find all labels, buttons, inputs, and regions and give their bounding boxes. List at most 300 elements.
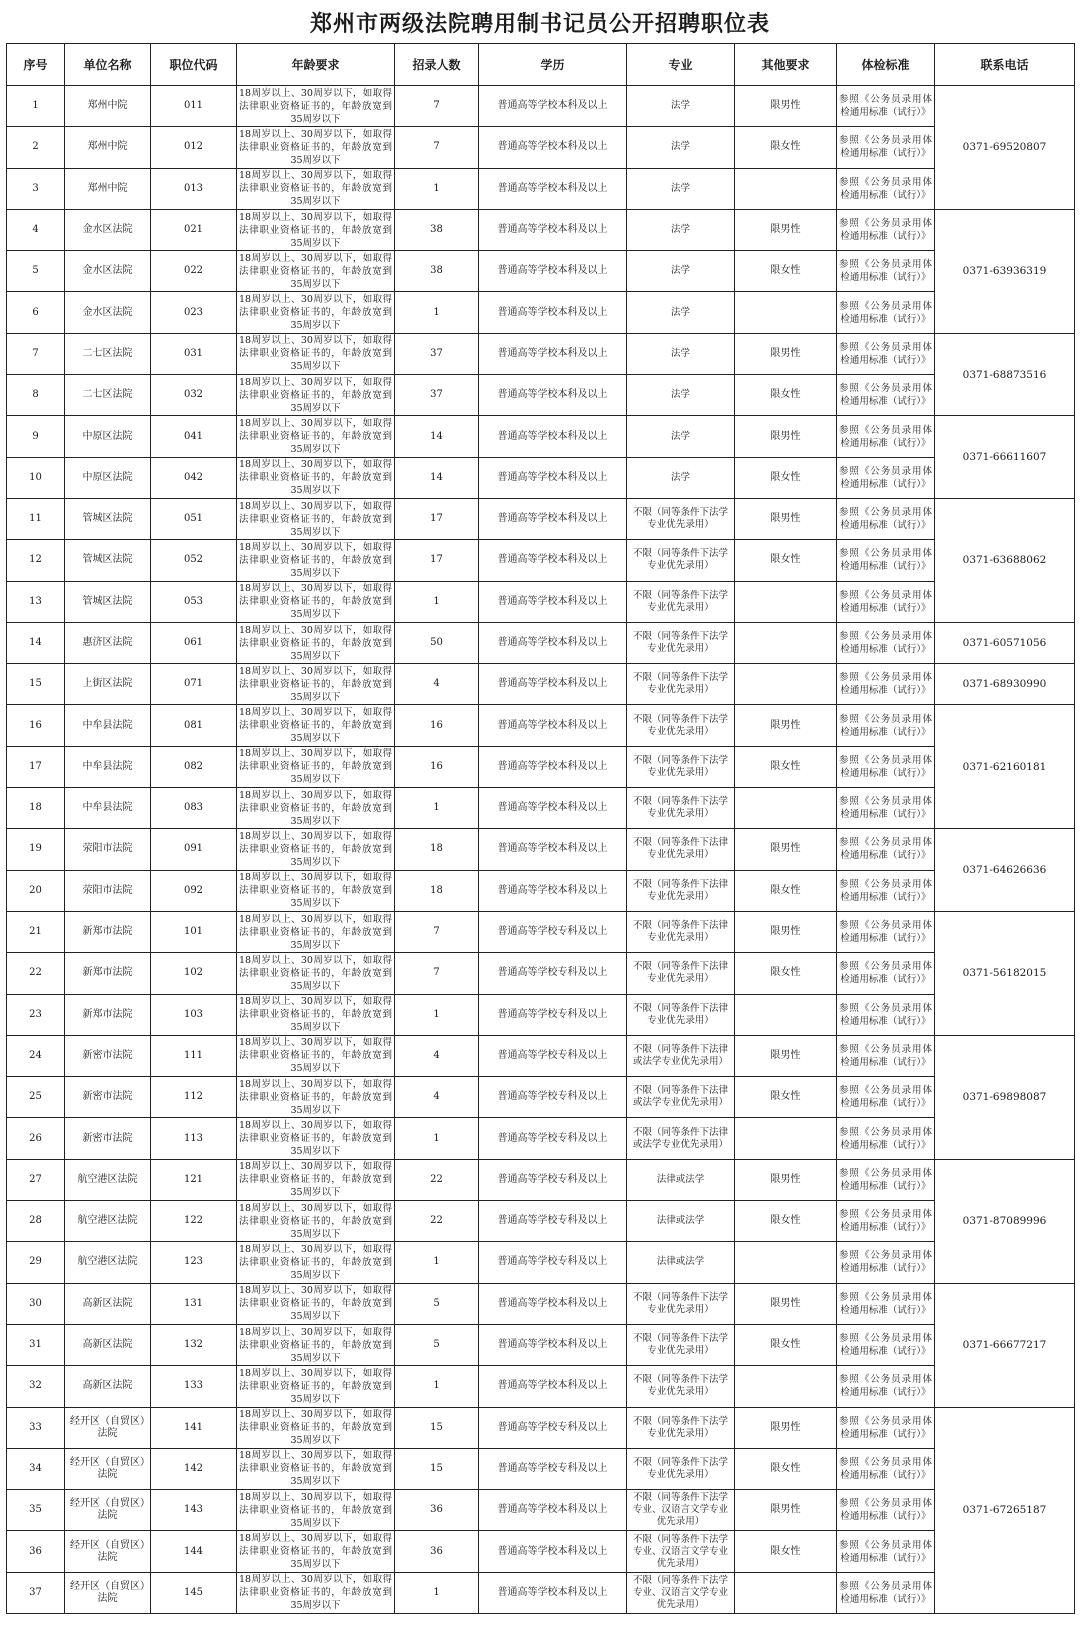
seq-cell: 15 [7,664,65,705]
education-cell: 普通高等学校本科及以上 [479,457,627,498]
education-cell: 普通高等学校本科及以上 [479,622,627,663]
unit-cell: 航空港区法院 [65,1242,151,1283]
count-cell: 37 [395,333,479,374]
education-cell: 普通高等学校本科及以上 [479,375,627,416]
other-requirement-cell [735,168,837,209]
unit-cell: 新密市法院 [65,1077,151,1118]
unit-cell: 高新区法院 [65,1366,151,1407]
code-cell: 111 [151,1035,237,1076]
code-cell: 112 [151,1077,237,1118]
major-cell: 不限（同等条件下法学专业优先录用） [627,1283,735,1324]
table-row [7,1490,1075,1531]
code-cell: 121 [151,1159,237,1200]
count-cell: 14 [395,416,479,457]
phone-cell: 0371-56182015 [935,911,1075,1035]
major-cell: 法学 [627,333,735,374]
count-cell: 16 [395,746,479,787]
education-cell: 普通高等学校本科及以上 [479,829,627,870]
exam-standard-cell: 参照《公务员录用体检通用标准（试行）》 [837,1366,935,1407]
exam-standard-cell: 参照《公务员录用体检通用标准（试行）》 [837,746,935,787]
other-requirement-cell: 限男性 [735,705,837,746]
code-cell: 053 [151,581,237,622]
unit-cell: 经开区（自贸区）法院 [65,1407,151,1448]
table-row [7,870,1075,911]
table-row [7,1283,1075,1324]
table-row [7,1159,1075,1200]
major-cell: 不限（同等条件下法律专业优先录用） [627,994,735,1035]
code-cell: 081 [151,705,237,746]
count-cell: 7 [395,127,479,168]
seq-cell: 1 [7,86,65,127]
seq-cell: 20 [7,870,65,911]
seq-cell: 14 [7,622,65,663]
age-requirement-cell: 18周岁以上、30周岁以下，如取得法律职业资格证书的，年龄放宽到35周岁以下 [237,870,395,911]
other-requirement-cell: 限男性 [735,1159,837,1200]
age-requirement-cell: 18周岁以上、30周岁以下，如取得法律职业资格证书的，年龄放宽到35周岁以下 [237,1490,395,1531]
count-cell: 1 [395,1118,479,1159]
age-requirement-cell: 18周岁以上、30周岁以下，如取得法律职业资格证书的，年龄放宽到35周岁以下 [237,416,395,457]
seq-cell: 6 [7,292,65,333]
education-cell: 普通高等学校本科及以上 [479,1283,627,1324]
unit-cell: 经开区（自贸区）法院 [65,1531,151,1572]
code-cell: 142 [151,1448,237,1489]
exam-standard-cell: 参照《公务员录用体检通用标准（试行）》 [837,1035,935,1076]
age-requirement-cell: 18周岁以上、30周岁以下，如取得法律职业资格证书的，年龄放宽到35周岁以下 [237,994,395,1035]
seq-cell: 3 [7,168,65,209]
age-requirement-cell: 18周岁以上、30周岁以下，如取得法律职业资格证书的，年龄放宽到35周岁以下 [237,1283,395,1324]
phone-cell: 0371-67265187 [935,1407,1075,1613]
education-cell: 普通高等学校本科及以上 [479,746,627,787]
unit-cell: 新郑市法院 [65,911,151,952]
table-row [7,994,1075,1035]
major-cell: 不限（同等条件下法律或法学专业优先录用） [627,1035,735,1076]
unit-cell: 高新区法院 [65,1324,151,1365]
seq-cell: 9 [7,416,65,457]
exam-standard-cell: 参照《公务员录用体检通用标准（试行）》 [837,994,935,1035]
age-requirement-cell: 18周岁以上、30周岁以下，如取得法律职业资格证书的，年龄放宽到35周岁以下 [237,1242,395,1283]
phone-cell: 0371-69520807 [935,86,1075,210]
other-requirement-cell: 限男性 [735,209,837,250]
seq-cell: 23 [7,994,65,1035]
header-seq: 序号 [7,44,65,86]
header-exam: 体检标准 [837,44,935,86]
phone-cell: 0371-87089996 [935,1159,1075,1283]
major-cell: 法学 [627,416,735,457]
other-requirement-cell: 限女性 [735,375,837,416]
unit-cell: 新密市法院 [65,1035,151,1076]
exam-standard-cell: 参照《公务员录用体检通用标准（试行）》 [837,498,935,539]
table-row [7,540,1075,581]
table-row [7,1201,1075,1242]
unit-cell: 中牟县法院 [65,746,151,787]
education-cell: 普通高等学校专科及以上 [479,1448,627,1489]
table-row [7,209,1075,250]
unit-cell: 二七区法院 [65,333,151,374]
major-cell: 不限（同等条件下法学专业优先录用） [627,498,735,539]
phone-cell: 0371-60571056 [935,622,1075,663]
count-cell: 18 [395,870,479,911]
unit-cell: 新郑市法院 [65,953,151,994]
education-cell: 普通高等学校专科及以上 [479,1407,627,1448]
major-cell: 不限（同等条件下法律或法学专业优先录用） [627,1118,735,1159]
education-cell: 普通高等学校专科及以上 [479,1077,627,1118]
unit-cell: 航空港区法院 [65,1159,151,1200]
other-requirement-cell [735,994,837,1035]
count-cell: 5 [395,1283,479,1324]
exam-standard-cell: 参照《公务员录用体检通用标准（试行）》 [837,788,935,829]
age-requirement-cell: 18周岁以上、30周岁以下，如取得法律职业资格证书的，年龄放宽到35周岁以下 [237,1118,395,1159]
table-row [7,581,1075,622]
phone-cell: 0371-62160181 [935,705,1075,829]
phone-cell: 0371-64626636 [935,829,1075,912]
seq-cell: 8 [7,375,65,416]
major-cell: 不限（同等条件下法学专业优先录用） [627,1324,735,1365]
exam-standard-cell: 参照《公务员录用体检通用标准（试行）》 [837,1283,935,1324]
code-cell: 052 [151,540,237,581]
education-cell: 普通高等学校本科及以上 [479,251,627,292]
other-requirement-cell: 限男性 [735,1407,837,1448]
code-cell: 144 [151,1531,237,1572]
count-cell: 37 [395,375,479,416]
other-requirement-cell: 限女性 [735,540,837,581]
code-cell: 091 [151,829,237,870]
header-phone: 联系电话 [935,44,1075,86]
age-requirement-cell: 18周岁以上、30周岁以下，如取得法律职业资格证书的，年龄放宽到35周岁以下 [237,705,395,746]
unit-cell: 金水区法院 [65,292,151,333]
count-cell: 38 [395,251,479,292]
table-row [7,746,1075,787]
education-cell: 普通高等学校本科及以上 [479,788,627,829]
age-requirement-cell: 18周岁以上、30周岁以下，如取得法律职业资格证书的，年龄放宽到35周岁以下 [237,829,395,870]
exam-standard-cell: 参照《公务员录用体检通用标准（试行）》 [837,292,935,333]
seq-cell: 10 [7,457,65,498]
major-cell: 不限（同等条件下法律专业优先录用） [627,870,735,911]
unit-cell: 高新区法院 [65,1283,151,1324]
major-cell: 法律或法学 [627,1159,735,1200]
table-row [7,1448,1075,1489]
major-cell: 法学 [627,86,735,127]
exam-standard-cell: 参照《公务员录用体检通用标准（试行）》 [837,911,935,952]
exam-standard-cell: 参照《公务员录用体检通用标准（试行）》 [837,416,935,457]
unit-cell: 经开区（自贸区）法院 [65,1572,151,1613]
unit-cell: 二七区法院 [65,375,151,416]
table-body [7,86,1075,1614]
exam-standard-cell: 参照《公务员录用体检通用标准（试行）》 [837,829,935,870]
seq-cell: 33 [7,1407,65,1448]
count-cell: 1 [395,1572,479,1613]
exam-standard-cell: 参照《公务员录用体检通用标准（试行）》 [837,1407,935,1448]
major-cell: 不限（同等条件下法律专业优先录用） [627,829,735,870]
major-cell: 不限（同等条件下法学专业优先录用） [627,1448,735,1489]
exam-standard-cell: 参照《公务员录用体检通用标准（试行）》 [837,251,935,292]
exam-standard-cell: 参照《公务员录用体检通用标准（试行）》 [837,1242,935,1283]
table-row [7,292,1075,333]
code-cell: 143 [151,1490,237,1531]
age-requirement-cell: 18周岁以上、30周岁以下，如取得法律职业资格证书的，年龄放宽到35周岁以下 [237,1201,395,1242]
age-requirement-cell: 18周岁以上、30周岁以下，如取得法律职业资格证书的，年龄放宽到35周岁以下 [237,1366,395,1407]
table-row [7,168,1075,209]
table-row [7,705,1075,746]
table-row [7,622,1075,663]
unit-cell: 新郑市法院 [65,994,151,1035]
count-cell: 22 [395,1159,479,1200]
header-unit: 单位名称 [65,44,151,86]
count-cell: 5 [395,1324,479,1365]
age-requirement-cell: 18周岁以上、30周岁以下，如取得法律职业资格证书的，年龄放宽到35周岁以下 [237,251,395,292]
table-row [7,416,1075,457]
count-cell: 7 [395,86,479,127]
count-cell: 50 [395,622,479,663]
age-requirement-cell: 18周岁以上、30周岁以下，如取得法律职业资格证书的，年龄放宽到35周岁以下 [237,1077,395,1118]
other-requirement-cell: 限女性 [735,1448,837,1489]
major-cell: 不限（同等条件下法学专业优先录用） [627,1366,735,1407]
age-requirement-cell: 18周岁以上、30周岁以下，如取得法律职业资格证书的，年龄放宽到35周岁以下 [237,911,395,952]
other-requirement-cell: 限男性 [735,333,837,374]
exam-standard-cell: 参照《公务员录用体检通用标准（试行）》 [837,1572,935,1613]
seq-cell: 24 [7,1035,65,1076]
exam-standard-cell: 参照《公务员录用体检通用标准（试行）》 [837,209,935,250]
major-cell: 法学 [627,209,735,250]
unit-cell: 管城区法院 [65,498,151,539]
seq-cell: 32 [7,1366,65,1407]
unit-cell: 中牟县法院 [65,788,151,829]
seq-cell: 4 [7,209,65,250]
table-row [7,1407,1075,1448]
education-cell: 普通高等学校专科及以上 [479,994,627,1035]
exam-standard-cell: 参照《公务员录用体检通用标准（试行）》 [837,127,935,168]
code-cell: 041 [151,416,237,457]
unit-cell: 郑州中院 [65,86,151,127]
code-cell: 083 [151,788,237,829]
seq-cell: 34 [7,1448,65,1489]
exam-standard-cell: 参照《公务员录用体检通用标准（试行）》 [837,953,935,994]
seq-cell: 35 [7,1490,65,1531]
code-cell: 103 [151,994,237,1035]
count-cell: 1 [395,788,479,829]
unit-cell: 荥阳市法院 [65,870,151,911]
table-row [7,1572,1075,1613]
unit-cell: 中原区法院 [65,416,151,457]
seq-cell: 13 [7,581,65,622]
major-cell: 不限（同等条件下法学专业优先录用） [627,788,735,829]
major-cell: 不限（同等条件下法学专业、汉语言文学专业优先录用） [627,1531,735,1572]
seq-cell: 36 [7,1531,65,1572]
exam-standard-cell: 参照《公务员录用体检通用标准（试行）》 [837,1118,935,1159]
other-requirement-cell [735,1366,837,1407]
major-cell: 不限（同等条件下法律或法学专业优先录用） [627,1077,735,1118]
other-requirement-cell: 限男性 [735,911,837,952]
other-requirement-cell: 限女性 [735,746,837,787]
age-requirement-cell: 18周岁以上、30周岁以下，如取得法律职业资格证书的，年龄放宽到35周岁以下 [237,581,395,622]
age-requirement-cell: 18周岁以上、30周岁以下，如取得法律职业资格证书的，年龄放宽到35周岁以下 [237,457,395,498]
table-row [7,829,1075,870]
code-cell: 122 [151,1201,237,1242]
phone-cell: 0371-68930990 [935,664,1075,705]
other-requirement-cell: 限女性 [735,457,837,498]
count-cell: 36 [395,1531,479,1572]
exam-standard-cell: 参照《公务员录用体检通用标准（试行）》 [837,870,935,911]
other-requirement-cell: 限女性 [735,1077,837,1118]
header-row [7,44,1075,86]
other-requirement-cell: 限女性 [735,1201,837,1242]
other-requirement-cell [735,664,837,705]
other-requirement-cell: 限男性 [735,86,837,127]
other-requirement-cell [735,622,837,663]
table-row [7,1366,1075,1407]
phone-cell: 0371-68873516 [935,333,1075,416]
major-cell: 不限（同等条件下法学专业优先录用） [627,581,735,622]
seq-cell: 21 [7,911,65,952]
exam-standard-cell: 参照《公务员录用体检通用标准（试行）》 [837,622,935,663]
seq-cell: 12 [7,540,65,581]
education-cell: 普通高等学校专科及以上 [479,1118,627,1159]
unit-cell: 郑州中院 [65,127,151,168]
other-requirement-cell: 限女性 [735,127,837,168]
other-requirement-cell: 限女性 [735,251,837,292]
code-cell: 051 [151,498,237,539]
count-cell: 7 [395,953,479,994]
other-requirement-cell: 限女性 [735,1324,837,1365]
count-cell: 4 [395,1035,479,1076]
major-cell: 不限（同等条件下法律专业优先录用） [627,953,735,994]
table-row [7,127,1075,168]
other-requirement-cell: 限女性 [735,1531,837,1572]
unit-cell: 航空港区法院 [65,1201,151,1242]
age-requirement-cell: 18周岁以上、30周岁以下，如取得法律职业资格证书的，年龄放宽到35周岁以下 [237,1572,395,1613]
code-cell: 042 [151,457,237,498]
other-requirement-cell [735,1572,837,1613]
major-cell: 不限（同等条件下法学专业、汉语言文学专业优先录用） [627,1490,735,1531]
exam-standard-cell: 参照《公务员录用体检通用标准（试行）》 [837,168,935,209]
education-cell: 普通高等学校本科及以上 [479,416,627,457]
other-requirement-cell [735,1118,837,1159]
unit-cell: 中原区法院 [65,457,151,498]
unit-cell: 荥阳市法院 [65,829,151,870]
code-cell: 013 [151,168,237,209]
exam-standard-cell: 参照《公务员录用体检通用标准（试行）》 [837,86,935,127]
seq-cell: 7 [7,333,65,374]
age-requirement-cell: 18周岁以上、30周岁以下，如取得法律职业资格证书的，年龄放宽到35周岁以下 [237,1035,395,1076]
major-cell: 不限（同等条件下法学专业优先录用） [627,664,735,705]
seq-cell: 18 [7,788,65,829]
exam-standard-cell: 参照《公务员录用体检通用标准（试行）》 [837,1490,935,1531]
table-row [7,1324,1075,1365]
phone-cell: 0371-66677217 [935,1283,1075,1407]
seq-cell: 28 [7,1201,65,1242]
table-row [7,498,1075,539]
age-requirement-cell: 18周岁以上、30周岁以下，如取得法律职业资格证书的，年龄放宽到35周岁以下 [237,622,395,663]
exam-standard-cell: 参照《公务员录用体检通用标准（试行）》 [837,1531,935,1572]
education-cell: 普通高等学校专科及以上 [479,1242,627,1283]
count-cell: 1 [395,292,479,333]
education-cell: 普通高等学校本科及以上 [479,581,627,622]
count-cell: 1 [395,994,479,1035]
exam-standard-cell: 参照《公务员录用体检通用标准（试行）》 [837,1448,935,1489]
page-title: 郑州市两级法院聘用制书记员公开招聘职位表 [309,11,770,37]
major-cell: 法学 [627,251,735,292]
code-cell: 071 [151,664,237,705]
count-cell: 17 [395,498,479,539]
age-requirement-cell: 18周岁以上、30周岁以下，如取得法律职业资格证书的，年龄放宽到35周岁以下 [237,498,395,539]
phone-cell: 0371-69898087 [935,1035,1075,1159]
header-count: 招录人数 [395,44,479,86]
major-cell: 法学 [627,127,735,168]
exam-standard-cell: 参照《公务员录用体检通用标准（试行）》 [837,1159,935,1200]
other-requirement-cell: 限男性 [735,1490,837,1531]
age-requirement-cell: 18周岁以上、30周岁以下，如取得法律职业资格证书的，年龄放宽到35周岁以下 [237,664,395,705]
unit-cell: 金水区法院 [65,251,151,292]
exam-standard-cell: 参照《公务员录用体检通用标准（试行）》 [837,333,935,374]
age-requirement-cell: 18周岁以上、30周岁以下，如取得法律职业资格证书的，年龄放宽到35周岁以下 [237,292,395,333]
seq-cell: 31 [7,1324,65,1365]
unit-cell: 新密市法院 [65,1118,151,1159]
table-row [7,788,1075,829]
unit-cell: 郑州中院 [65,168,151,209]
code-cell: 141 [151,1407,237,1448]
education-cell: 普通高等学校本科及以上 [479,705,627,746]
count-cell: 18 [395,829,479,870]
table-row [7,1242,1075,1283]
phone-cell: 0371-66611607 [935,416,1075,499]
unit-cell: 上街区法院 [65,664,151,705]
count-cell: 36 [395,1490,479,1531]
seq-cell: 37 [7,1572,65,1613]
education-cell: 普通高等学校专科及以上 [479,1159,627,1200]
count-cell: 15 [395,1448,479,1489]
table-row [7,457,1075,498]
other-requirement-cell: 限男性 [735,1283,837,1324]
count-cell: 38 [395,209,479,250]
code-cell: 131 [151,1283,237,1324]
age-requirement-cell: 18周岁以上、30周岁以下，如取得法律职业资格证书的，年龄放宽到35周岁以下 [237,953,395,994]
other-requirement-cell: 限男性 [735,1035,837,1076]
count-cell: 22 [395,1201,479,1242]
other-requirement-cell: 限女性 [735,870,837,911]
count-cell: 4 [395,1077,479,1118]
other-requirement-cell [735,788,837,829]
code-cell: 132 [151,1324,237,1365]
code-cell: 092 [151,870,237,911]
exam-standard-cell: 参照《公务员录用体检通用标准（试行）》 [837,540,935,581]
education-cell: 普通高等学校本科及以上 [479,664,627,705]
age-requirement-cell: 18周岁以上、30周岁以下，如取得法律职业资格证书的，年龄放宽到35周岁以下 [237,1531,395,1572]
education-cell: 普通高等学校专科及以上 [479,1035,627,1076]
table-row [7,911,1075,952]
unit-cell: 金水区法院 [65,209,151,250]
age-requirement-cell: 18周岁以上、30周岁以下，如取得法律职业资格证书的，年龄放宽到35周岁以下 [237,168,395,209]
seq-cell: 29 [7,1242,65,1283]
education-cell: 普通高等学校本科及以上 [479,1324,627,1365]
code-cell: 021 [151,209,237,250]
phone-cell: 0371-63936319 [935,209,1075,333]
other-requirement-cell [735,1242,837,1283]
unit-cell: 中牟县法院 [65,705,151,746]
unit-cell: 管城区法院 [65,581,151,622]
table-row [7,333,1075,374]
code-cell: 032 [151,375,237,416]
age-requirement-cell: 18周岁以上、30周岁以下，如取得法律职业资格证书的，年龄放宽到35周岁以下 [237,788,395,829]
education-cell: 普通高等学校本科及以上 [479,1490,627,1531]
code-cell: 022 [151,251,237,292]
exam-standard-cell: 参照《公务员录用体检通用标准（试行）》 [837,1077,935,1118]
seq-cell: 25 [7,1077,65,1118]
code-cell: 023 [151,292,237,333]
education-cell: 普通高等学校本科及以上 [479,870,627,911]
exam-standard-cell: 参照《公务员录用体检通用标准（试行）》 [837,1201,935,1242]
count-cell: 1 [395,168,479,209]
age-requirement-cell: 18周岁以上、30周岁以下，如取得法律职业资格证书的，年龄放宽到35周岁以下 [237,1324,395,1365]
major-cell: 法律或法学 [627,1201,735,1242]
